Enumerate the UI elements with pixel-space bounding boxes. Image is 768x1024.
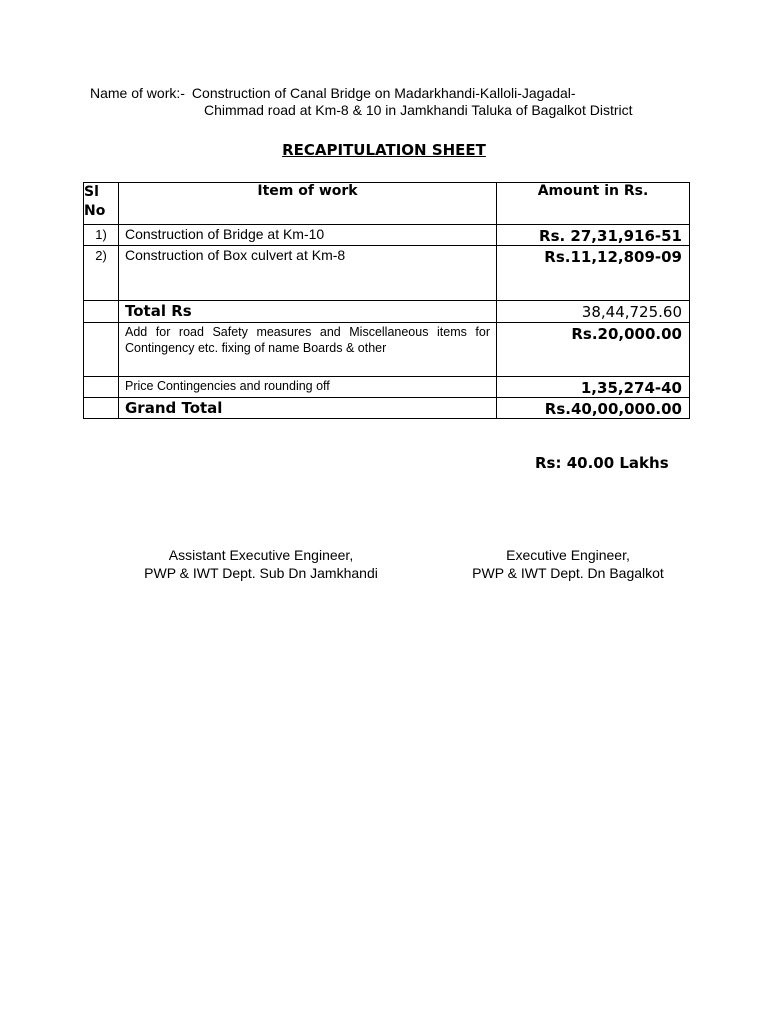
- table-row: [84, 225, 690, 246]
- table-row: [84, 323, 690, 377]
- row-item: Construction of Bridge at Km-10: [119, 225, 497, 246]
- row-sl: [84, 301, 119, 323]
- signature-title: Assistant Executive Engineer,: [168, 547, 354, 563]
- total-amount: 38,44,725.60: [497, 301, 690, 323]
- total-label: Total Rs: [119, 301, 497, 323]
- header-sl-no: Sl No: [84, 183, 119, 225]
- header-amount: Amount in Rs.: [497, 183, 690, 225]
- row-item: Construction of Box culvert at Km-8: [119, 246, 497, 301]
- name-of-work: [90, 85, 633, 119]
- row-amount: Rs.11,12,809-09: [497, 246, 690, 301]
- row-amount: 1,35,274-40: [497, 377, 690, 398]
- signature-dept: PWP & IWT Dept. Sub Dn Jamkhandi: [144, 565, 378, 581]
- table-row: [84, 377, 690, 398]
- row-sl: [84, 377, 119, 398]
- row-sl: 2): [84, 246, 119, 301]
- row-amount: Rs. 27,31,916-51: [497, 225, 690, 246]
- total-row: [84, 301, 690, 323]
- row-item: Price Contingencies and rounding off: [119, 377, 497, 398]
- name-of-work-line2: Chimmad road at Km-8 & 10 in Jamkhandi Taluka of Bagalkot District: [204, 102, 633, 118]
- summary-total-lakhs: Rs: 40.00 Lakhs: [535, 454, 669, 472]
- recapitulation-table: [83, 182, 690, 419]
- row-item: Add for road Safety measures and Miscellaneous items for Contingency etc. fixing of name Boards & other: [119, 323, 497, 377]
- grand-total-row: [84, 398, 690, 419]
- row-sl: [84, 323, 119, 377]
- name-of-work-text-1: Construction of Canal Bridge on Madarkhandi-Kalloli-Jagadal-: [191, 85, 576, 101]
- name-of-work-line1: [90, 85, 633, 102]
- signature-dept: PWP & IWT Dept. Dn Bagalkot: [472, 565, 664, 581]
- header-item-of-work: Item of work: [119, 183, 497, 225]
- table-row: [84, 246, 690, 301]
- signature-title: Executive Engineer,: [506, 547, 630, 563]
- name-of-work-label: Name of work:-: [90, 85, 185, 101]
- signature-assistant-engineer: [122, 546, 400, 582]
- row-sl: 1): [84, 225, 119, 246]
- table-header-row: [84, 183, 690, 225]
- signature-executive-engineer: [455, 546, 681, 582]
- grand-total-label: Grand Total: [119, 398, 497, 419]
- row-amount: Rs.20,000.00: [497, 323, 690, 377]
- row-sl: [84, 398, 119, 419]
- page-title: RECAPITULATION SHEET: [282, 141, 486, 159]
- grand-total-amount: Rs.40,00,000.00: [497, 398, 690, 419]
